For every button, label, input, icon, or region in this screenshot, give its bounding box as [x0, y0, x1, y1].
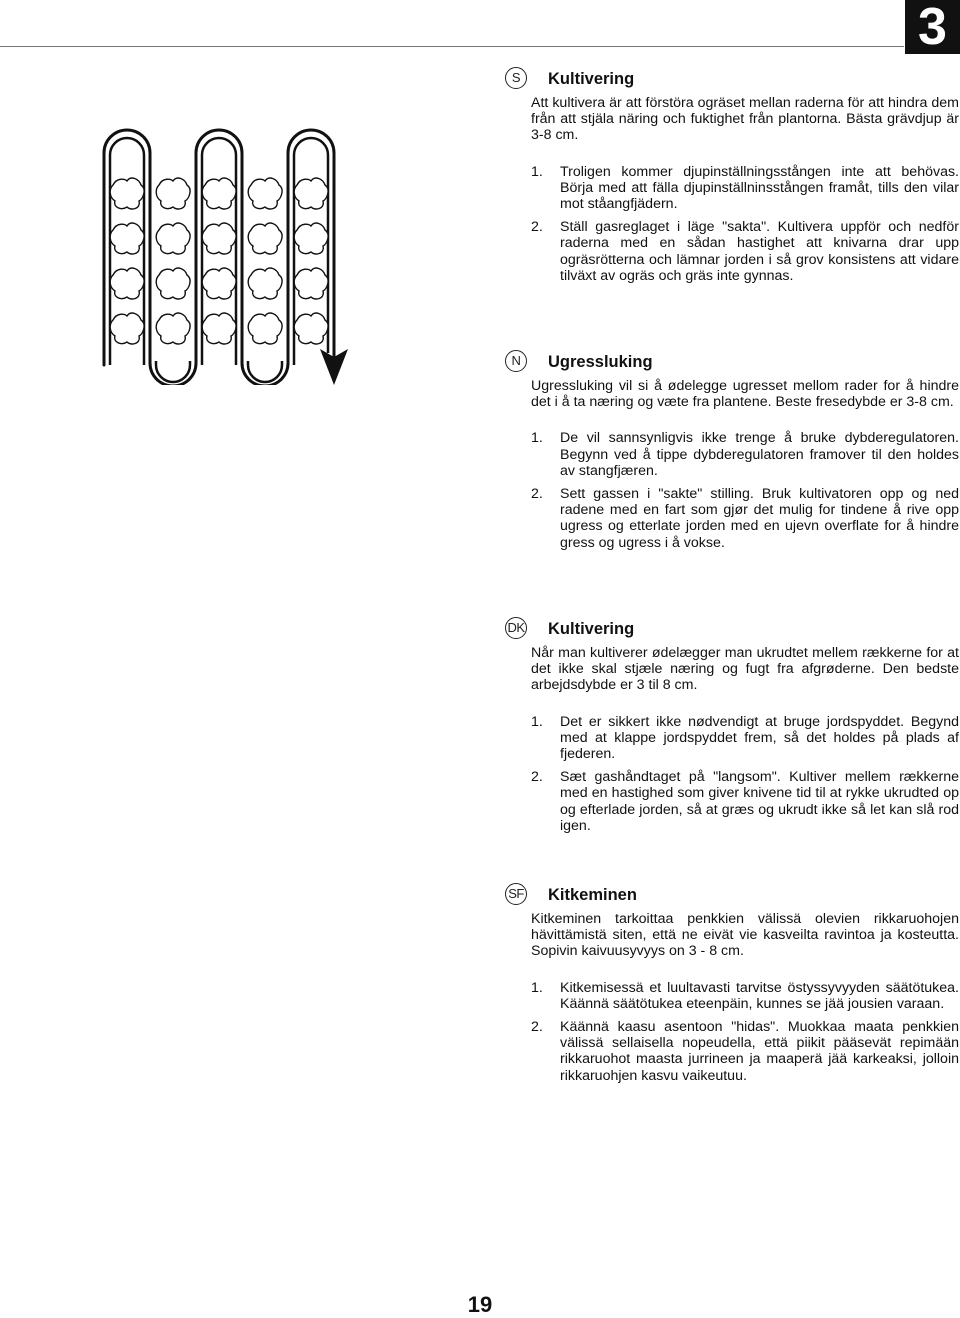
step-item: [531, 1019, 959, 1084]
section-dk: [507, 619, 959, 841]
plant-icon: [202, 178, 236, 209]
plant-icon: [248, 178, 282, 209]
step-text: Ställ gasreglaget i läge "sakta". Kultivera uppför och nedför raderna med en sådan hastighet att knivarna drar upp ogräsrötterna och lämnar jorden i så grov konsistens att vidare tilväxt av ogräs och gräs inte gynnas.: [560, 219, 959, 284]
plant-icon: [110, 268, 144, 299]
serpentine-path: [104, 130, 334, 385]
section-title: Kitkeminen: [548, 886, 637, 904]
inner-loop-2: [156, 361, 190, 382]
step-item: [531, 769, 959, 834]
plant-icon: [110, 223, 144, 254]
step-number: 1.: [531, 713, 543, 730]
step-number: 2.: [531, 486, 543, 503]
header-rule: [0, 46, 904, 47]
step-item: [531, 164, 959, 213]
plant-icon: [294, 313, 328, 344]
step-number: 2.: [531, 1019, 543, 1036]
cultivation-path-diagram: [98, 125, 360, 385]
step-text: Sett gassen i "sakte" stilling. Bruk kultivatoren opp og ned radene med en fart som gjør det mulig for tindene å rive opp ugress og etterlate jorden med en ujevn overflate for å hindre gress og ugress i å vokse.: [560, 486, 959, 551]
plant-icon: [248, 223, 282, 254]
step-item: [531, 714, 959, 763]
plant-icon: [202, 313, 236, 344]
step-item: [531, 486, 959, 551]
language-badge: S: [505, 67, 527, 89]
plant-icon: [294, 223, 328, 254]
step-item: [531, 430, 959, 479]
plant-icon: [294, 178, 328, 209]
plant-icon: [156, 178, 190, 209]
section-intro: Når man kultiverer ødelægger man ukrudtet mellem rækkerne for at det ikke skal stjæle næring og fugt fra afgrøderne. Den bedste arbejdsdybde er 3 til 8 cm.: [531, 645, 959, 694]
plant-icon: [202, 268, 236, 299]
step-text: Kitkemisessä et luultavasti tarvitse östyssyvyyden säätötukea. Käännä säätötukea eteenpäin, kunnes se jää jousien varaan.: [560, 979, 959, 1012]
step-number: 1.: [531, 979, 543, 996]
step-text: Sæt gashåndtaget på "langsom". Kultiver mellem rækkerne med en hastighed som giver knivene tid til at rykke ukrudted op og efterlade jorden, så at græs og ukrudt ikke så let kan slå rod igen.: [560, 769, 959, 834]
inner-loop-4: [248, 361, 282, 382]
section-title: Kultivering: [548, 620, 635, 638]
plant-icon: [202, 223, 236, 254]
page-number: 19: [467, 1292, 493, 1317]
section-fi: [508, 885, 959, 1091]
step-number: 1.: [531, 163, 543, 180]
section-intro: Att kultivera är att förstöra ogräset mellan raderna för att hindra dem från att stjäla näring och fuktighet från plantorna. Bästa grävdjup är 3-8 cm.: [531, 95, 959, 144]
language-badge: N: [505, 350, 527, 372]
plant-icon: [110, 313, 144, 344]
plant-icon: [248, 313, 282, 344]
section-sv: [511, 69, 959, 291]
step-text: Det er sikkert ikke nødvendigt at bruge jordspyddet. Begynd med at klappe jordspyddet frem, så det holdes på plads af fjederen.: [560, 713, 959, 763]
plant-icon: [110, 178, 144, 209]
chapter-tab: 3: [905, 0, 960, 54]
plant-icon: [156, 268, 190, 299]
section-intro: Kitkeminen tarkoittaa penkkien välissä olevien rikkaruohojen hävittämistä siten, että ne eivät vie kasveilta ravintoa ja kosteutta. Sopivin kaivuusyvyys on 3 - 8 cm.: [531, 911, 959, 960]
step-number: 1.: [531, 430, 543, 447]
step-text: Troligen kommer djupinställningsstången inte att behövas. Börja med att fälla djupinställninsstången framåt, tills den vilar mot ståangfjädern.: [560, 163, 959, 213]
section-intro: Ugressluking vil si å ødelegge ugresset mellom rader for å hindre det i å ta næring og væte fra plantene. Beste fresedybde er 3-8 cm.: [531, 378, 959, 411]
section-no: [511, 352, 959, 558]
plant-icon: [248, 268, 282, 299]
plant-icon: [294, 268, 328, 299]
step-item: [531, 980, 959, 1012]
step-number: 2.: [531, 219, 543, 236]
section-title: Ugressluking: [548, 353, 653, 371]
step-text: Käännä kaasu asentoon "hidas". Muokkaa maata penkkien välissä sellaisella nopeudella, että piikit pääsevät repimään rikkaruohot maasta jurrineen ja maaperä jää karkeaksi, jolloin rikkaruohjen kasvu vaikeutuu.: [560, 1019, 959, 1084]
step-item: [531, 219, 959, 284]
plant-icon: [156, 313, 190, 344]
step-number: 2.: [531, 769, 543, 786]
step-text: De vil sannsynligvis ikke trenge å bruke dybderegulatoren. Begynn ved å tippe dybderegulatoren framover til den holdes av stangfjæren.: [560, 430, 959, 479]
language-badge: DK: [505, 617, 527, 639]
section-title: Kultivering: [548, 70, 635, 88]
language-badge: SF: [505, 883, 527, 905]
plant-icon: [156, 223, 190, 254]
